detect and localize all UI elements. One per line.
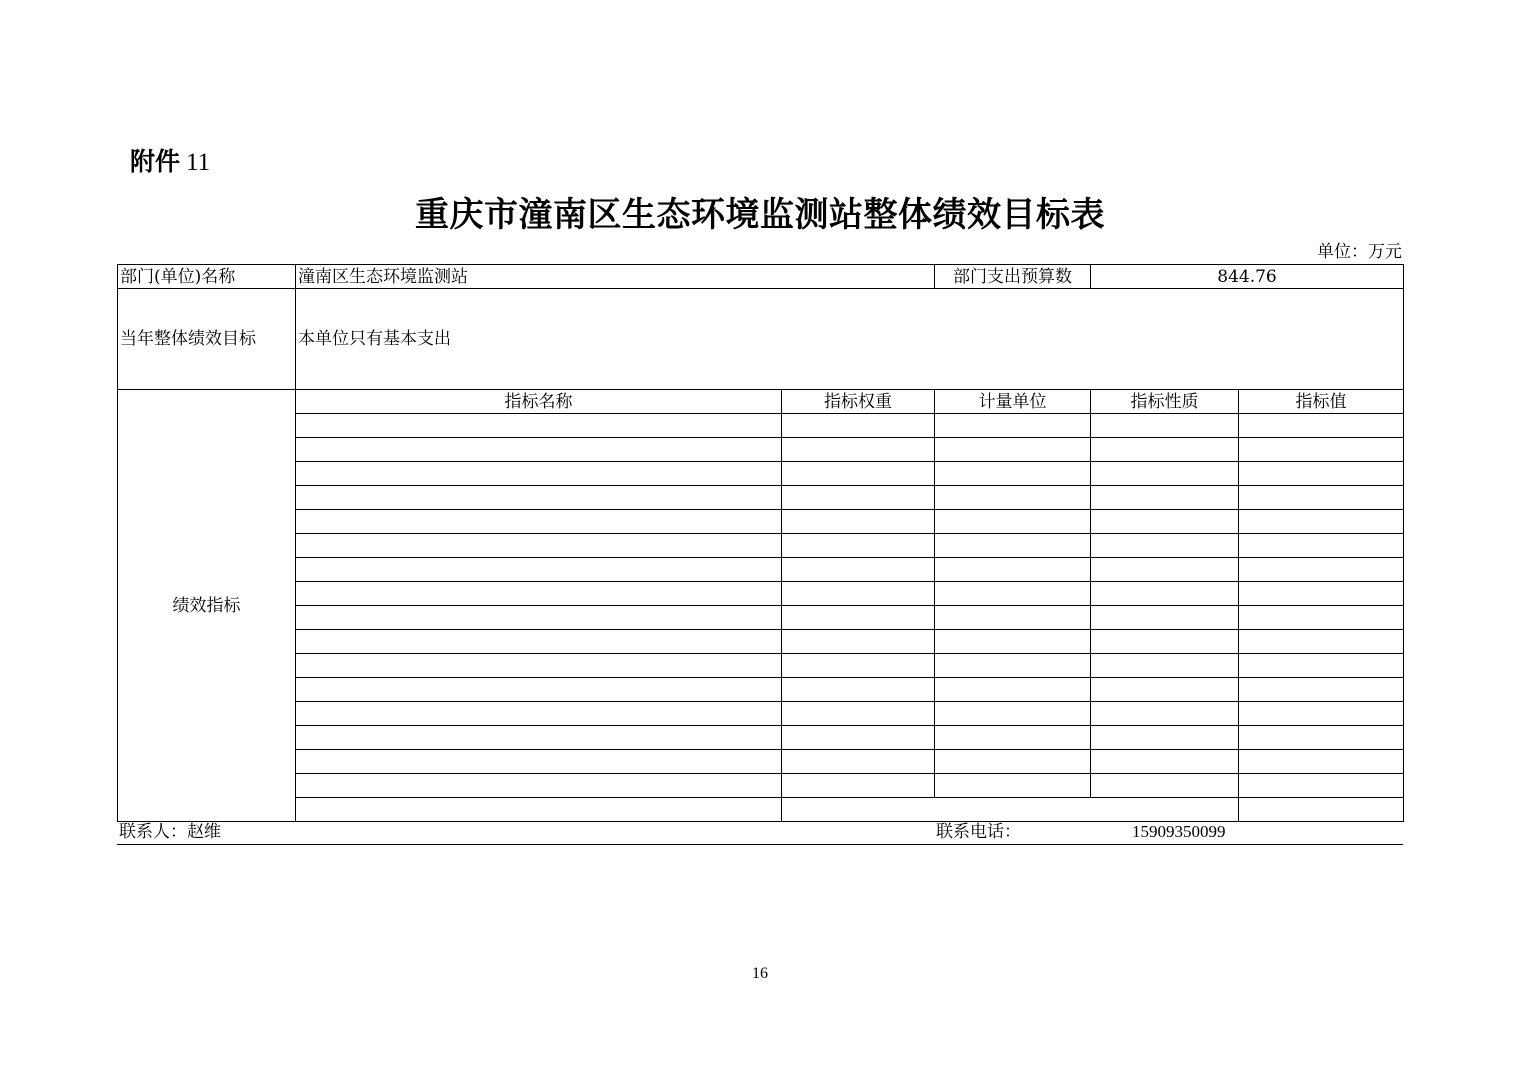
indicator-row (118, 462, 1404, 486)
dept-name-value: 潼南区生态环境监测站 (296, 265, 935, 289)
indicator-cell (782, 414, 935, 438)
indicator-cell (782, 438, 935, 462)
goal-row (118, 289, 1404, 390)
indicator-row (118, 654, 1404, 678)
indicator-cell (935, 726, 1091, 750)
indicator-row (118, 582, 1404, 606)
attachment-number: 11 (186, 149, 211, 176)
indicator-cell (935, 486, 1091, 510)
indicator-cell (1091, 582, 1239, 606)
indicator-cell (935, 606, 1091, 630)
indicator-row (118, 534, 1404, 558)
indicator-cell (1239, 702, 1404, 726)
indicator-row (118, 630, 1404, 654)
indicator-cell (1239, 750, 1404, 774)
indicator-cell (296, 774, 782, 798)
indicators-label: 绩效指标 (118, 390, 296, 822)
indicator-cell (1239, 510, 1404, 534)
indicator-cell (1091, 414, 1239, 438)
indicator-cell (1091, 750, 1239, 774)
goal-label: 当年整体绩效目标 (118, 289, 296, 390)
indicator-cell (296, 438, 782, 462)
indicator-row (118, 726, 1404, 750)
goal-value: 本单位只有基本支出 (296, 289, 1404, 390)
indicator-cell (935, 630, 1091, 654)
indicator-row (118, 678, 1404, 702)
unit-note: 单位：万元 (1317, 242, 1402, 262)
indicator-cell (296, 798, 782, 822)
indicator-cell (782, 486, 935, 510)
indicator-cell (1239, 678, 1404, 702)
indicator-cell (782, 630, 935, 654)
indicator-cell (1091, 702, 1239, 726)
indicator-row (118, 702, 1404, 726)
indicator-cell (1239, 558, 1404, 582)
indicator-cell (1091, 606, 1239, 630)
indicator-cell (935, 558, 1091, 582)
indicator-cell (782, 678, 935, 702)
phone-label: 联系电话： (936, 822, 1021, 842)
indicator-cell (1239, 582, 1404, 606)
indicator-cell (296, 678, 782, 702)
column-header-nature: 指标性质 (1091, 390, 1239, 414)
indicator-cell (296, 510, 782, 534)
indicator-cell (935, 750, 1091, 774)
indicator-cell (296, 558, 782, 582)
indicator-cell (782, 774, 935, 798)
indicator-cell (296, 462, 782, 486)
indicator-cell (296, 582, 782, 606)
indicator-cell (1239, 462, 1404, 486)
indicator-cell (935, 438, 1091, 462)
indicator-cell (935, 462, 1091, 486)
budget-label: 部门支出预算数 (935, 265, 1091, 289)
indicator-cell (296, 630, 782, 654)
indicator-cell (782, 558, 935, 582)
indicator-cell (1239, 726, 1404, 750)
indicator-cell (935, 582, 1091, 606)
indicator-cell (1239, 798, 1404, 822)
indicator-cell (935, 654, 1091, 678)
indicator-cell (1091, 462, 1239, 486)
indicator-cell (1091, 630, 1239, 654)
performance-target-table (117, 264, 1404, 822)
indicator-cell (782, 798, 1239, 822)
indicator-row (118, 774, 1404, 798)
indicator-cell (935, 678, 1091, 702)
indicator-cell (782, 702, 935, 726)
indicator-cell (296, 726, 782, 750)
indicator-cell (296, 702, 782, 726)
indicator-cell (935, 534, 1091, 558)
indicator-cell (782, 534, 935, 558)
attachment-label (130, 144, 210, 181)
indicator-cell (935, 702, 1091, 726)
dept-row (118, 265, 1404, 289)
indicator-cell (296, 414, 782, 438)
indicator-cell (782, 750, 935, 774)
indicator-cell (1091, 774, 1239, 798)
indicator-cell (782, 654, 935, 678)
budget-value: 844.76 (1091, 265, 1404, 289)
indicator-cell (935, 510, 1091, 534)
indicator-cell (782, 582, 935, 606)
indicator-row (118, 510, 1404, 534)
indicator-cell (935, 774, 1091, 798)
indicator-row (118, 414, 1404, 438)
indicator-cell (1239, 486, 1404, 510)
phone-number: 15909350099 (1132, 822, 1226, 841)
indicator-row (118, 606, 1404, 630)
indicator-cell (296, 606, 782, 630)
indicator-cell (782, 606, 935, 630)
indicator-cell (1091, 678, 1239, 702)
attachment-text: 附件 (130, 147, 181, 176)
indicator-cell (1239, 414, 1404, 438)
indicator-cell (1091, 486, 1239, 510)
column-header-unit: 计量单位 (935, 390, 1091, 414)
indicator-row (118, 438, 1404, 462)
column-header-weight: 指标权重 (782, 390, 935, 414)
indicator-cell (1091, 534, 1239, 558)
page-title: 重庆市潼南区生态环境监测站整体绩效目标表 (415, 195, 1105, 235)
column-header-name: 指标名称 (296, 390, 782, 414)
indicator-header-row (118, 390, 1404, 414)
indicator-row (118, 750, 1404, 774)
indicator-row (118, 558, 1404, 582)
indicator-cell (1239, 606, 1404, 630)
indicator-cell (296, 654, 782, 678)
footer-contact-line (117, 820, 1403, 845)
column-header-value: 指标值 (1239, 390, 1404, 414)
indicator-cell (1091, 726, 1239, 750)
indicator-cell (1091, 438, 1239, 462)
indicator-cell (1239, 774, 1404, 798)
indicator-cell (1239, 534, 1404, 558)
dept-name-label: 部门(单位)名称 (118, 265, 296, 289)
indicator-row (118, 486, 1404, 510)
contact-person: 联系人：赵维 (119, 822, 221, 842)
indicator-cell (1239, 654, 1404, 678)
indicator-cell (1239, 438, 1404, 462)
indicator-cell (1091, 558, 1239, 582)
indicator-cell (782, 726, 935, 750)
indicator-cell (782, 510, 935, 534)
page-number: 16 (752, 965, 768, 982)
indicator-cell (1091, 654, 1239, 678)
indicator-cell (782, 462, 935, 486)
indicator-cell (935, 414, 1091, 438)
indicator-row (118, 798, 1404, 822)
indicator-cell (1239, 630, 1404, 654)
indicator-cell (296, 486, 782, 510)
indicator-cell (296, 534, 782, 558)
indicator-cell (1091, 510, 1239, 534)
indicator-cell (296, 750, 782, 774)
